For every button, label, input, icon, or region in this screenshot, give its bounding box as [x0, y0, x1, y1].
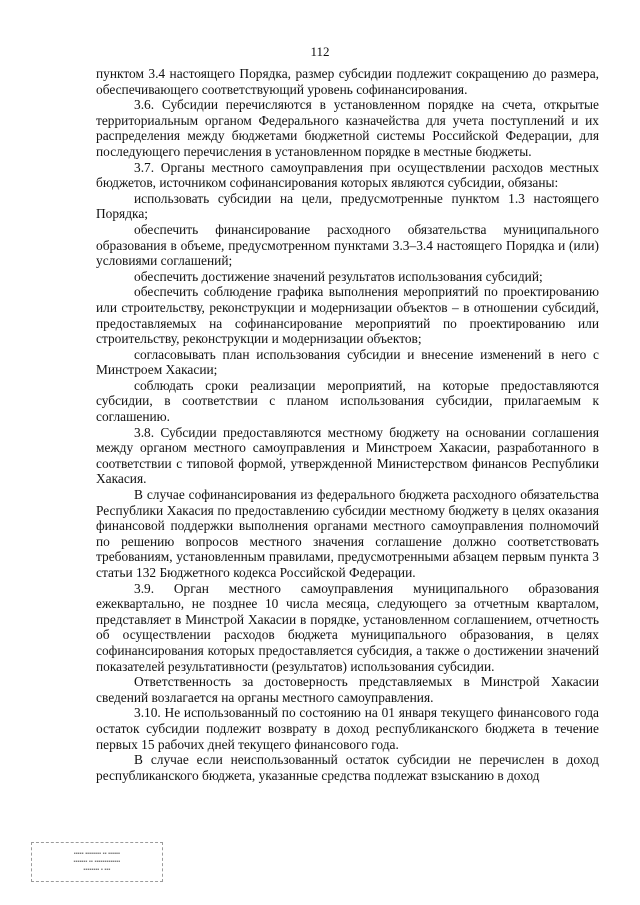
paragraph-3-7: 3.7. Органы местного самоуправления при осуществлении расходов местных бюджетов, источником софинансирования которых являются субсидии, обязаны: — [96, 159, 599, 191]
paragraph-obligation-deadlines: соблюдать сроки реализации мероприятий, на которые предоставляются субсидии, в соответствии с планом использования субсидии, прилагаемым к соглашению. — [96, 377, 599, 425]
registry-stamp-image: ▪▪▪▪▪ ▪▪▪▪▪▪▪▪ ▪▪ ▪▪▪▪▪▪ ▪▪▪▪▪▪▪ ▪▪ ▪▪▪▪▪▪▪▪▪▪▪▪▪ ▪▪▪▪▪▪▪▪ ▪ ▪▪▪ — [31, 842, 163, 882]
page-number: 112 — [310, 44, 330, 59]
paragraph-recovery: В случае если неиспользованный остаток субсидии не перечислен в доход республиканского бюджета, указанные средства подлежат взысканию в доход — [96, 752, 599, 783]
paragraph-responsibility: Ответственность за достоверность представляемых в Минстрой Хакасии сведений возлагается на органы местного самоуправления. — [96, 674, 599, 705]
paragraph-obligation-use: использовать субсидии на цели, предусмотренные пунктом 1.3 настоящего Порядка; — [96, 190, 599, 222]
paragraph-continuation: пунктом 3.4 настоящего Порядка, размер субсидии подлежит сокращению до размера, обеспечивающего соответствующий уровень софинансирования. — [96, 66, 599, 97]
paragraph-3-10: 3.10. Не использованный по состоянию на 01 января текущего финансового года остаток субсидии подлежит возврату в доход республиканского бюджета в течение первых 15 рабочих дней текущего финансового года. — [96, 705, 599, 752]
paragraph-obligation-financing: обеспечить финансирование расходного обязательства муниципального образования в объеме, предусмотренном пунктами 3.3–3.4 настоящего Порядка и (или) условиями соглашений; — [96, 221, 599, 269]
paragraph-obligation-results: обеспечить достижение значений результатов использования субсидий; — [134, 268, 543, 284]
paragraph-obligation-plan: согласовывать план использования субсидии и внесение изменений в него с Минстроем Хакасии; — [96, 346, 599, 378]
paragraph-3-6: 3.6. Субсидии перечисляются в установленном порядке на счета, открытые территориальным органом Федерального казначейства для учета поступлений и их распределения между бюджетами бюджетной системы Российской Федерации, для последующего перечисления в установленном порядке в местные бюджеты. — [96, 97, 599, 159]
paragraph-cofinancing: В случае софинансирования из федерального бюджета расходного обязательства Республики Хакасия по предоставлению субсидии местному бюджету в целях оказания финансовой поддержки выполнения органами местного самоуправления полномочий по решению вопросов местного значения соглашение должно соответствовать требованиям, установленным правилами, предусмотренными абзацем первым пункта 3 статьи 132 Бюджетного кодекса Российской Федерации. — [96, 487, 599, 580]
paragraph-3-9: 3.9. Орган местного самоуправления муниципального образования ежеквартально, не позднее 10 числа месяца, следующего за отчетным кварталом, представляет в Минстрой Хакасии в порядке, установленном соглашением, отчетность об осуществлении расходов бюджета муниципального образования, в целях софинансирования которых предоставляется субсидия, а также о достижении значений показателей результативности (результатов) использования субсидии. — [96, 580, 599, 674]
document-body — [96, 66, 599, 783]
paragraph-obligation-schedule: обеспечить соблюдение графика выполнения мероприятий по проектированию или строительству, реконструкции и модернизации объектов – в отношении субсидий, предоставляемых на софинансирование мероприятий по проектированию или строительству, реконструкции и модернизации объектов; — [96, 284, 599, 347]
paragraph-3-8: 3.8. Субсидии предоставляются местному бюджету на основании соглашения между органом местного самоуправления и Минстроем Хакасии, разработанного в соответствии с типовой формой, утвержденной Министерством финансов Республики Хакасия. — [96, 424, 599, 487]
